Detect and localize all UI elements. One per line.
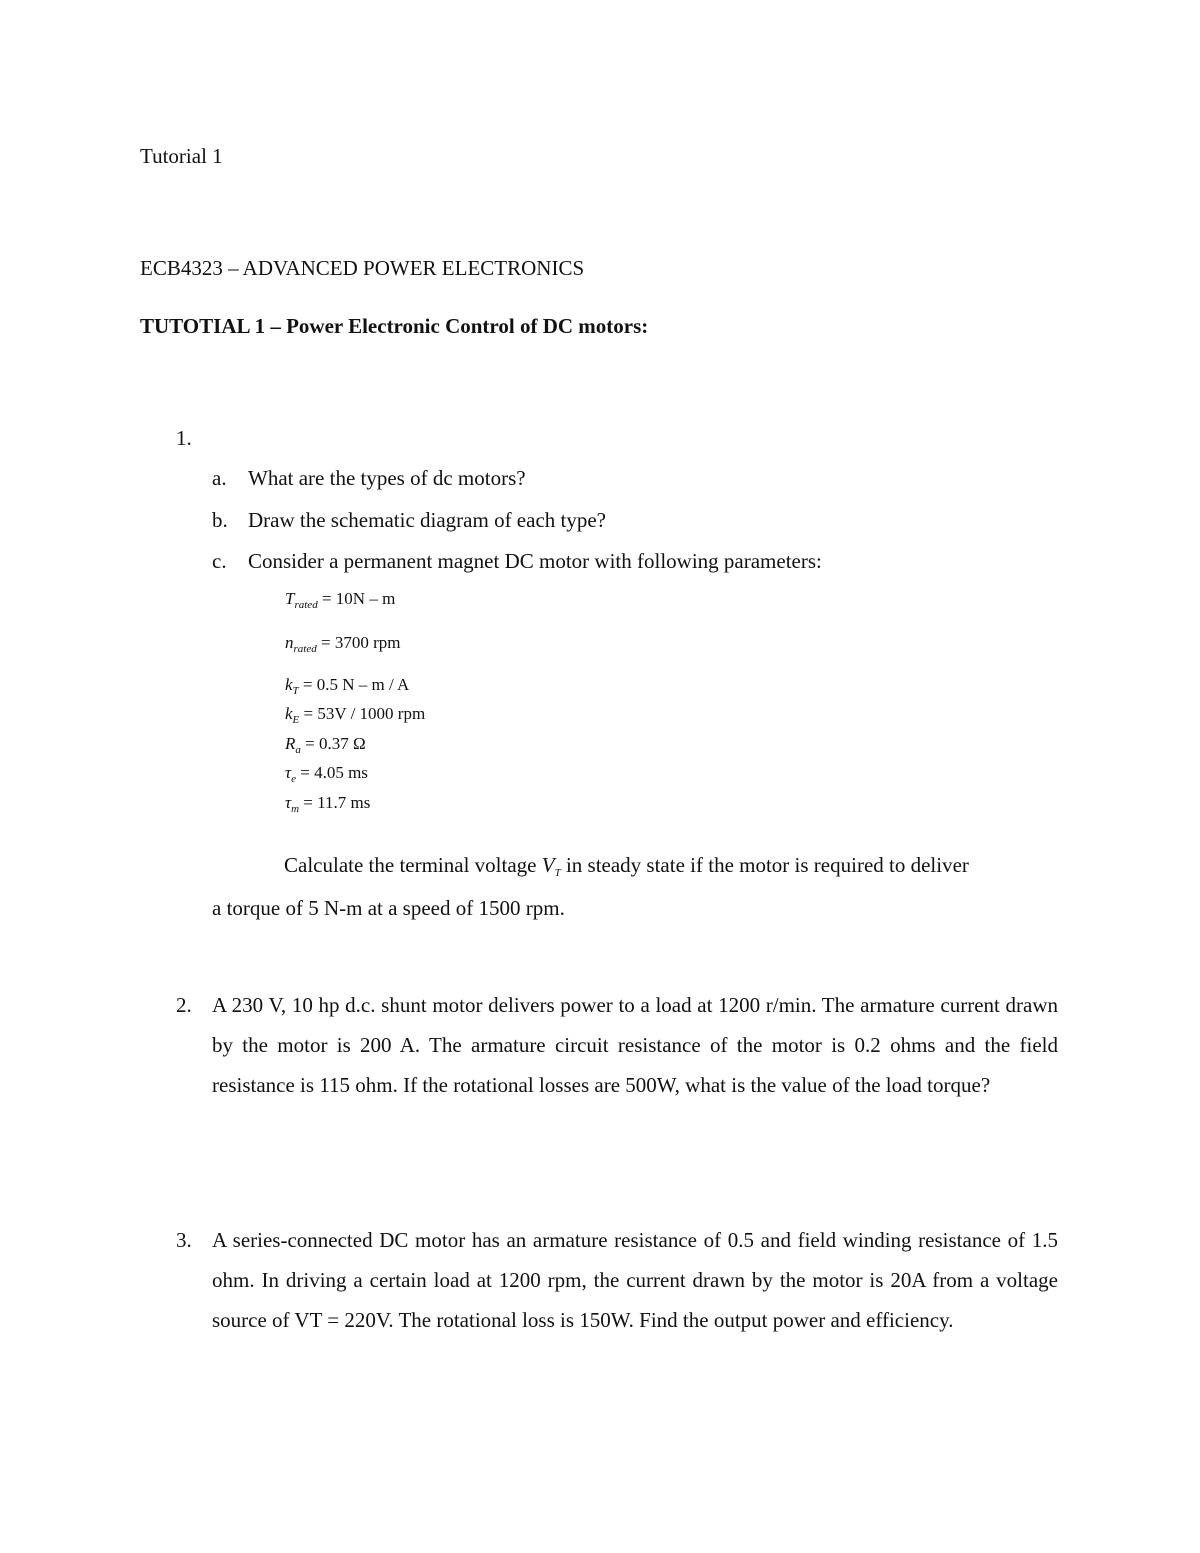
param-k-e: $k_E = 53V / 1000$ rpm [285, 704, 426, 726]
question-1-number: 1. [176, 426, 192, 450]
param-t-rated: $T_{rated} = 10N - m$ [285, 589, 396, 611]
param-n-rated: $n_{rated} = 3700$ rpm [285, 633, 401, 655]
tutorial-heading: TUTOTIAL 1 – Power Electronic Control of DC motors: [140, 314, 649, 338]
question-3-text: A series-connected DC motor has an armature resistance of 0.5 and field winding resistance of 1.5 ohm. In driving a certain load at 1200 rpm, the current drawn by the motor is 20A from a voltage source of VT = 220V. The rotational loss is 150W. Find the output power and efficiency. [212, 1228, 1058, 1332]
q1b-label: b. [212, 508, 228, 532]
q1a-label: a. [212, 466, 227, 490]
q1a-text: What are the types of dc motors? [248, 466, 526, 490]
tutorial-label: Tutorial 1 [140, 144, 223, 168]
question-2-number: 2. [176, 993, 192, 1017]
param-tau-e: $\tau_e = 4.05$ ms [285, 763, 368, 785]
course-title: ECB4323 – ADVANCED POWER ELECTRONICS [140, 256, 585, 280]
q1c-text: Consider a permanent magnet DC motor with following parameters: [248, 549, 822, 573]
q1c-calc-line-1: Calculate the terminal voltage VT in steady state if the motor is required to deliver [284, 853, 969, 879]
param-k-t: $k_T = 0.5$ N – m / A [285, 675, 410, 697]
q1c-label: c. [212, 549, 227, 573]
param-tau-m: $\tau_m = 11.7$ ms [285, 793, 371, 815]
question-3-number: 3. [176, 1228, 192, 1252]
param-r-a: $R_a = 0.37$ Ω [285, 734, 366, 756]
q1c-calc-line-2: a torque of 5 N-m at a speed of 1500 rpm. [212, 896, 565, 920]
q1b-text: Draw the schematic diagram of each type? [248, 508, 606, 532]
question-2-text: A 230 V, 10 hp d.c. shunt motor delivers power to a load at 1200 r/min. The armature current drawn by the motor is 200 A. The armature circuit resistance of the motor is 0.2 ohms and the field resistance is 115 ohm. If the rotational losses are 500W, what is the value of the load torque? [212, 993, 1058, 1097]
